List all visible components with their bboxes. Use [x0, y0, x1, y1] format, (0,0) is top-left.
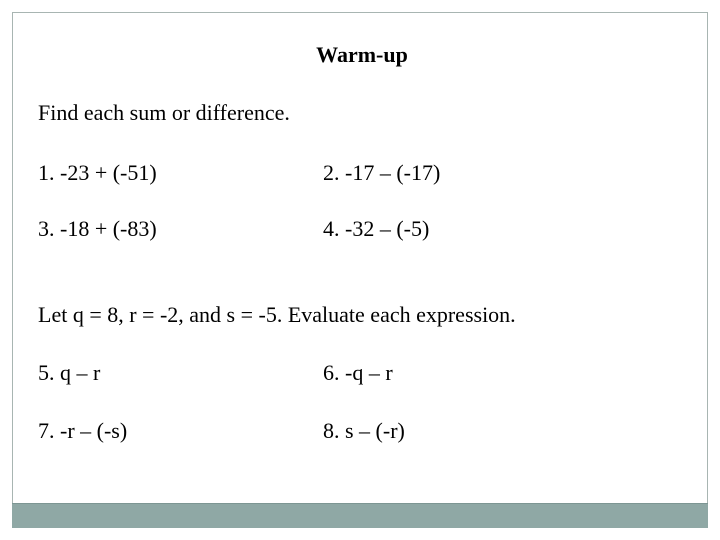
problem-6: 6. -q – r	[323, 360, 393, 385]
instruction-sum-difference: Find each sum or difference.	[38, 100, 290, 125]
footer-band	[12, 503, 708, 528]
instruction-evaluate: Let q = 8, r = -2, and s = -5. Evaluate each expression.	[38, 302, 516, 327]
problem-2: 2. -17 – (-17)	[323, 160, 441, 185]
problem-1: 1. -23 + (-51)	[38, 160, 157, 185]
problem-7: 7. -r – (-s)	[38, 418, 128, 443]
slide-frame	[12, 12, 708, 528]
problem-4: 4. -32 – (-5)	[323, 216, 430, 241]
problem-8: 8. s – (-r)	[323, 418, 405, 443]
problem-3: 3. -18 + (-83)	[38, 216, 157, 241]
problem-5: 5. q – r	[38, 360, 101, 385]
slide-title: Warm-up	[316, 42, 408, 67]
